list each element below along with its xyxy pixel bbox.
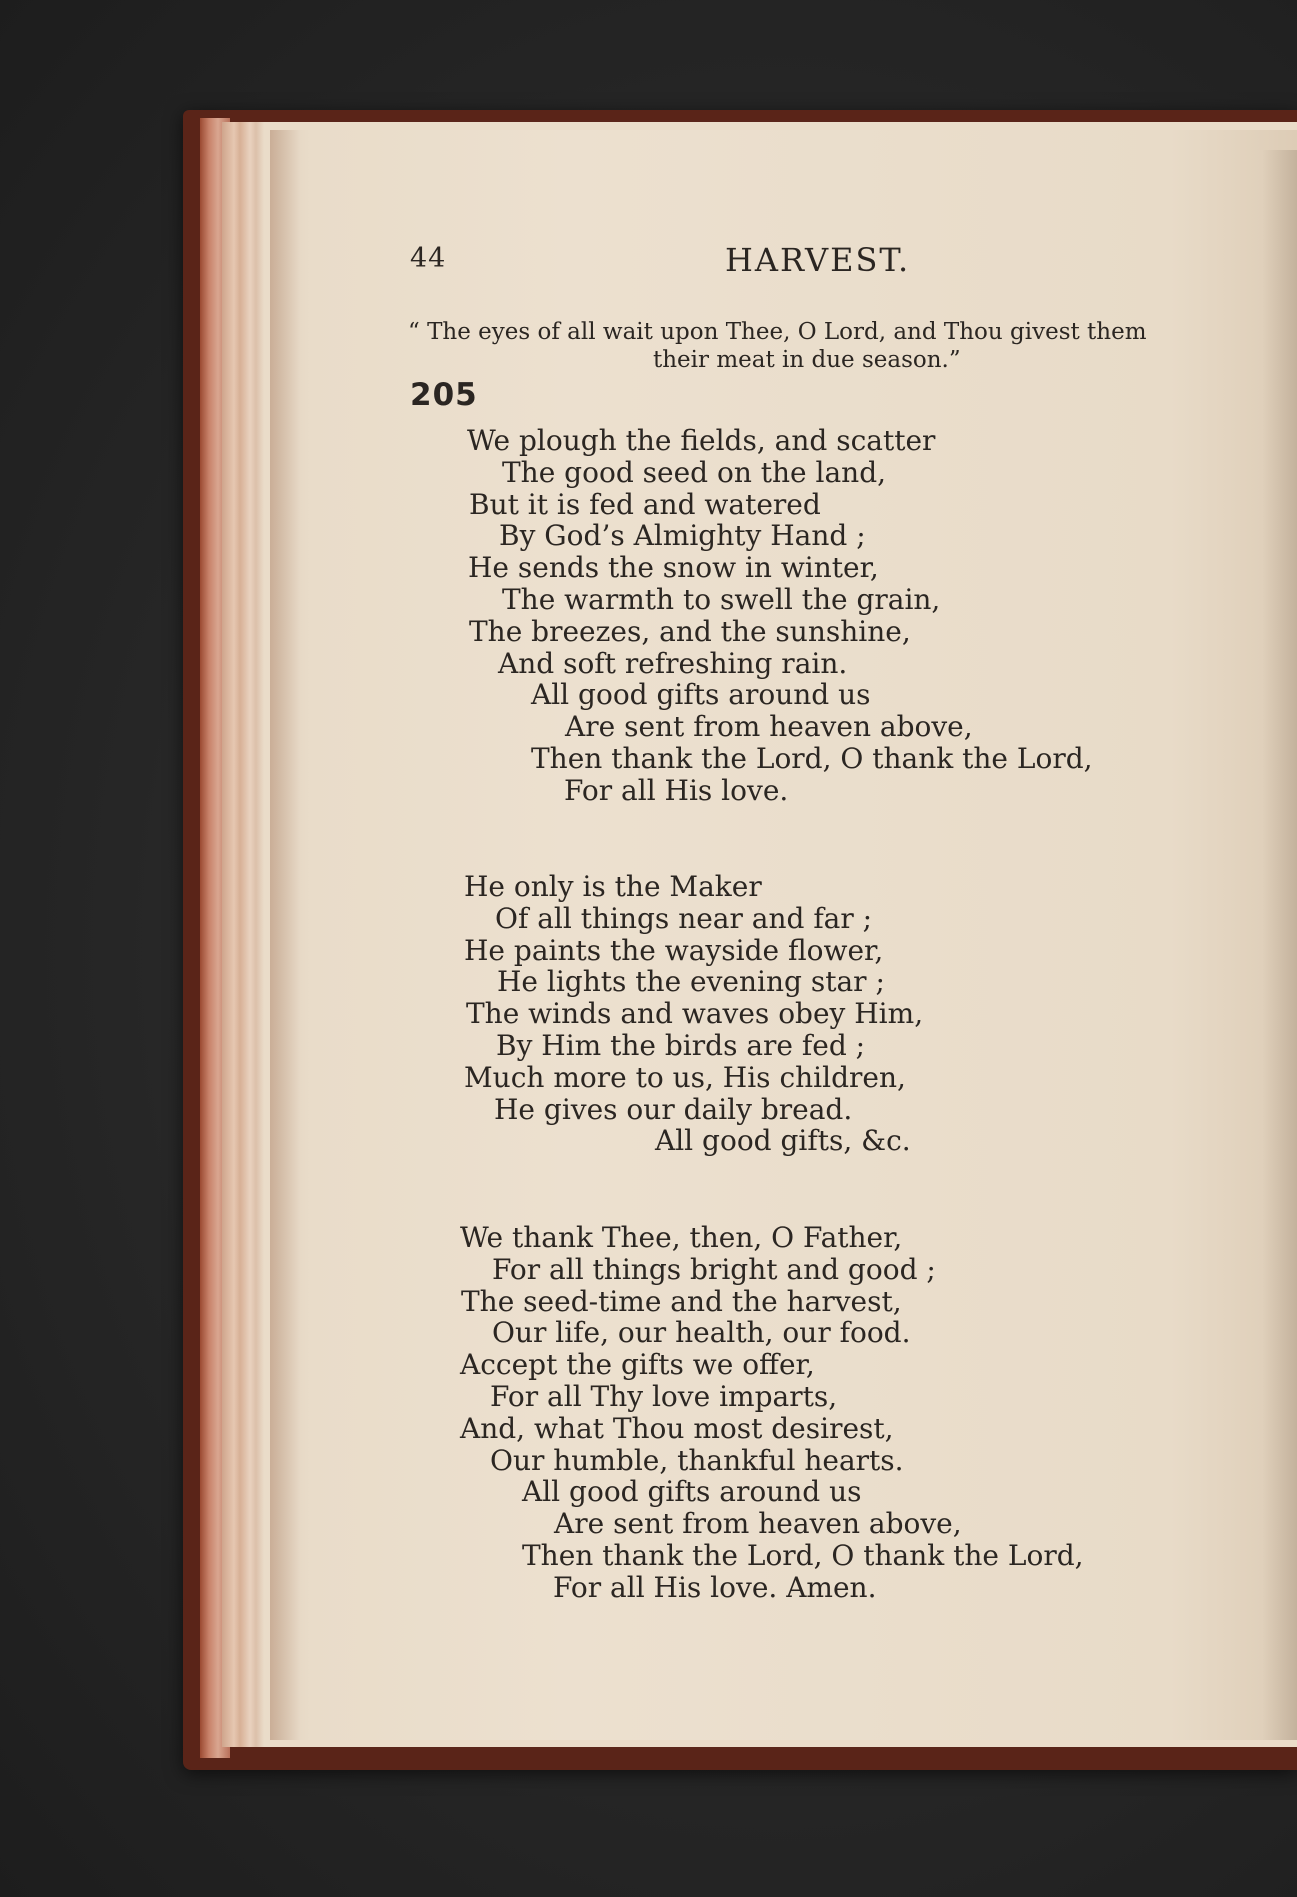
- verse-line: Our life, our health, our food.: [492, 1316, 911, 1350]
- verse-line: The winds and waves obey Him,: [466, 997, 924, 1031]
- refrain-line: Are sent from heaven above,: [554, 1507, 962, 1541]
- verse-line: The seed-time and the harvest,: [461, 1284, 902, 1318]
- verse-line: Of all things near and far ;: [495, 901, 873, 935]
- refrain-line: For all His love. Amen.: [553, 1570, 877, 1604]
- verse-line: We plough the fields, and scatter: [467, 424, 936, 457]
- stanza-3: [460, 1222, 1084, 1604]
- refrain-line: Are sent from heaven above,: [565, 710, 973, 744]
- verse-line: The breezes, and the sunshine,: [469, 614, 911, 648]
- verse-line: Accept the gifts we offer,: [460, 1348, 815, 1382]
- verse-line: But it is fed and watered: [469, 487, 821, 521]
- verse-line: By Him the birds are fed ;: [496, 1028, 866, 1062]
- stanza-1: [467, 425, 1093, 807]
- verse-line: For all Thy love imparts,: [490, 1379, 838, 1413]
- verse-line: We thank Thee, then, O Father,: [460, 1221, 903, 1254]
- verse-line: Our humble, thankful hearts.: [490, 1443, 904, 1477]
- verse-line: He lights the evening star ;: [497, 965, 885, 999]
- verse-line: For all things bright and good ;: [492, 1252, 936, 1286]
- verse-line: By God’s Almighty Hand ;: [499, 519, 866, 553]
- verse-line: And soft refreshing rain.: [498, 646, 848, 680]
- verse-line: The good seed on the land,: [502, 455, 887, 489]
- epigraph-line: their meat in due season.”: [653, 347, 961, 373]
- running-head: HARVEST.: [725, 241, 911, 279]
- refrain-line: All good gifts around us: [531, 678, 871, 712]
- page-curl-shadow: [1262, 150, 1297, 1740]
- verse-line: He gives our daily bread.: [494, 1092, 853, 1126]
- verse-line: He only is the Maker: [464, 870, 762, 903]
- stanza-2: [464, 871, 923, 1157]
- refrain-line: All good gifts around us: [522, 1475, 862, 1509]
- refrain-line: For all His love.: [564, 773, 789, 807]
- page-header: [410, 243, 1050, 283]
- verse-line: He paints the wayside flower,: [464, 933, 884, 967]
- verse-line: He sends the snow in winter,: [468, 551, 879, 585]
- epigraph: [408, 318, 1228, 374]
- hymn-number: 205: [410, 377, 478, 413]
- verse-line: The warmth to swell the grain,: [502, 582, 941, 616]
- verse-line: And, what Thou most desirest,: [460, 1411, 894, 1445]
- verse-line: Much more to us, His children,: [464, 1060, 906, 1094]
- epigraph-line: “ The eyes of all wait upon Thee, O Lord, and Thou givest them: [408, 319, 1147, 345]
- refrain-line: Then thank the Lord, O thank the Lord,: [531, 741, 1093, 775]
- refrain-line: All good gifts, &c.: [655, 1124, 911, 1158]
- gutter-shadow: [270, 130, 300, 1740]
- refrain-line: Then thank the Lord, O thank the Lord,: [522, 1538, 1084, 1572]
- page-number: 44: [410, 243, 447, 274]
